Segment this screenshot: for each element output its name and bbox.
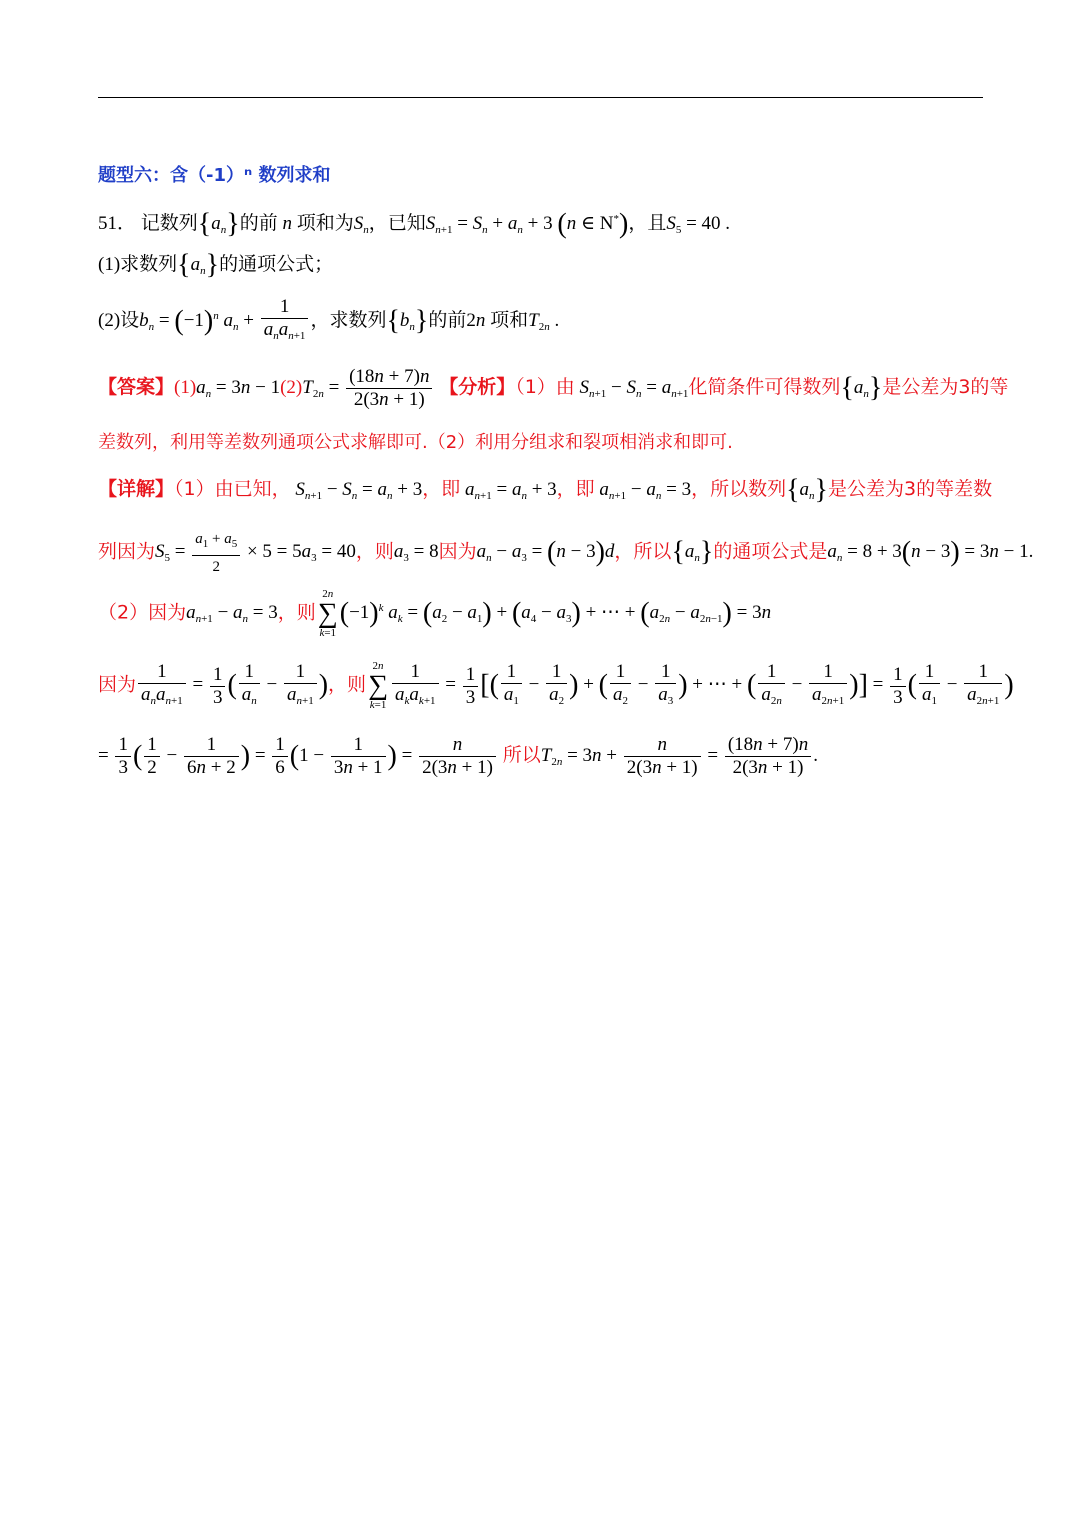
problem-stem: 51． 记数列$\{a_n\}$的前 n 项和为$S_n$，已知$S_{n+1} = S_n + a_n + 3$ (n ∈ N*)，且$S_5 = 40$ . xyxy=(98,208,731,240)
part2-text: ，求数列 xyxy=(310,309,387,331)
detail-text: 的通项公式是 xyxy=(713,540,828,563)
detail-line-2: 列因为$S_5$ = $\frac{a_1 + a_5}{2}$ × $5 = 5a_3 = 40$，则$a_3 = 8$因为$a_n - a_3 = (n - 3)d$，所以$\{a_n\}$的通项公式是$a_n = 8 + 3(n - 3) = 3n - 1$. xyxy=(98,528,1033,578)
part2-text: 的前 xyxy=(428,309,467,331)
problem-part-2: (2)设$b_n = (-1)^n$ $a_n$ + $\frac{1}{a_na_{n+1}}$ ，求数列$\{b_n\}$的前2n 项和$T_{2n}$ . xyxy=(98,296,559,347)
answer-part-2: (2) xyxy=(280,376,303,398)
stem-text: ，已知 xyxy=(368,213,426,234)
header-rule xyxy=(98,97,983,98)
stem-text: 记数列 xyxy=(140,213,198,234)
detail-text: 是公差为3的等差数 xyxy=(828,478,993,500)
detail-text: ，即 xyxy=(422,478,461,500)
problem-part-1: (1)求数列$\{a_n\}$的通项公式； xyxy=(98,249,334,281)
detail-line-4: 因为 $\frac{1}{a_na_{n+1}}$ = $\frac{1}{3}$ ( $\frac{1}{a_n}$ − $\frac{1}{a_{n+1}}$ )，则 2n ∑ k=1 $\frac{1}{a_ka_{k+1}}$ = $\frac{1}{3}$ [( $\frac{1}{a_1}$ − $\frac{1}{a_2}$ ) + ( $\frac{1}{a_2}$ − $\frac{1}{a_3}$ ) + ⋯ + ( $\frac{1}{a_{2n}}$ − $\frac{1}{a_{2n+1}}$ )] = $\frac{1}{3}$ ( $\frac{1}{a_1}$ − $\frac{1}{a_{2n+1}}$ ) xyxy=(98,660,1014,711)
answer-line: 【答案】$(1)a_n = 3n - 1(2)T_{2n}$ = $\frac{(18n + 7)n}{2(3n + 1)}$ 【分析】（1）由 $S_{n+1} - S_n = a_{n+1}$化简条件可得数列$\{a_n\}$是公差为3的等 xyxy=(98,366,1009,410)
detail-line-3: （2）因为$a_{n+1} - a_n = 3$，则 2n ∑ k=1 $(-1)^k$ $a_k = (a_2 - a_1) + (a_4 - a_3)$ + ⋯ + $(a_{2n} - a_{2n-1}) = 3n$ xyxy=(98,588,772,639)
section-title-text: 题型六：含（-1）ⁿ 数列求和 xyxy=(98,165,331,186)
detail-text: ，所以 xyxy=(614,540,672,563)
part1-text: (1)求数列 xyxy=(98,254,178,275)
analysis-text: （1）由 xyxy=(515,375,575,398)
detail-label: 【详解】 xyxy=(98,479,175,500)
answer-part-1: (1) xyxy=(174,376,197,398)
part2-text: (2)设 xyxy=(98,309,140,331)
stem-text: ，且 xyxy=(628,213,667,234)
analysis-label: 【分析】 xyxy=(439,376,516,398)
section-title xyxy=(98,163,330,189)
detail-text: 列因为 xyxy=(98,540,156,563)
detail-text: ，则 xyxy=(277,601,316,624)
detail-text: 因为 xyxy=(438,540,477,563)
analysis-text: 差数列，利用等差数列通项公式求解即可.（2）利用分组求和裂项相消求和即可. xyxy=(98,432,733,453)
detail-line-1: 【详解】（1）由已知， $S_{n+1} - S_n = a_n + 3$，即 $a_{n+1} = a_n + 3$，即 $a_{n+1} - a_n = 3$，所以数列$\{a_n\}$是公差为3的等差数 xyxy=(98,474,993,506)
analysis-continued xyxy=(98,430,733,456)
part1-text: 的通项公式； xyxy=(219,254,334,275)
detail-line-5: = $\frac{1}{3}$ ( $\frac{1}{2}$ − $\frac{1}{6n + 2}$ ) = $\frac{1}{6}$ (1 − $\frac{1}{3n + 1}$ ) = $\frac{n}{2(3n + 1)}$ 所以$T_{2n} = 3n$ + $\frac{n}{2(3n + 1)}$ = $\frac{(18n + 7)n}{2(3n + 1)}$ . xyxy=(98,734,818,778)
detail-text: （1）由已知， xyxy=(174,478,291,500)
stem-text: 的前 xyxy=(239,213,278,234)
detail-text: ，则 xyxy=(328,673,367,696)
detail-text: 所以 xyxy=(502,743,541,766)
analysis-text: 化简条件可得数列 xyxy=(688,375,841,398)
problem-number: 51． xyxy=(98,213,137,234)
detail-text: ，所以数列 xyxy=(691,478,787,500)
analysis-text: 是公差为3的等 xyxy=(882,375,1009,398)
detail-text: （2）因为 xyxy=(98,601,187,624)
detail-text: 因为 xyxy=(98,673,137,696)
detail-text: ，则 xyxy=(355,540,394,563)
answer-label: 【答案】 xyxy=(98,376,175,398)
detail-text: ，即 xyxy=(556,478,595,500)
stem-text: 项和为 xyxy=(296,213,354,234)
part2-text: 项和 xyxy=(490,309,529,331)
